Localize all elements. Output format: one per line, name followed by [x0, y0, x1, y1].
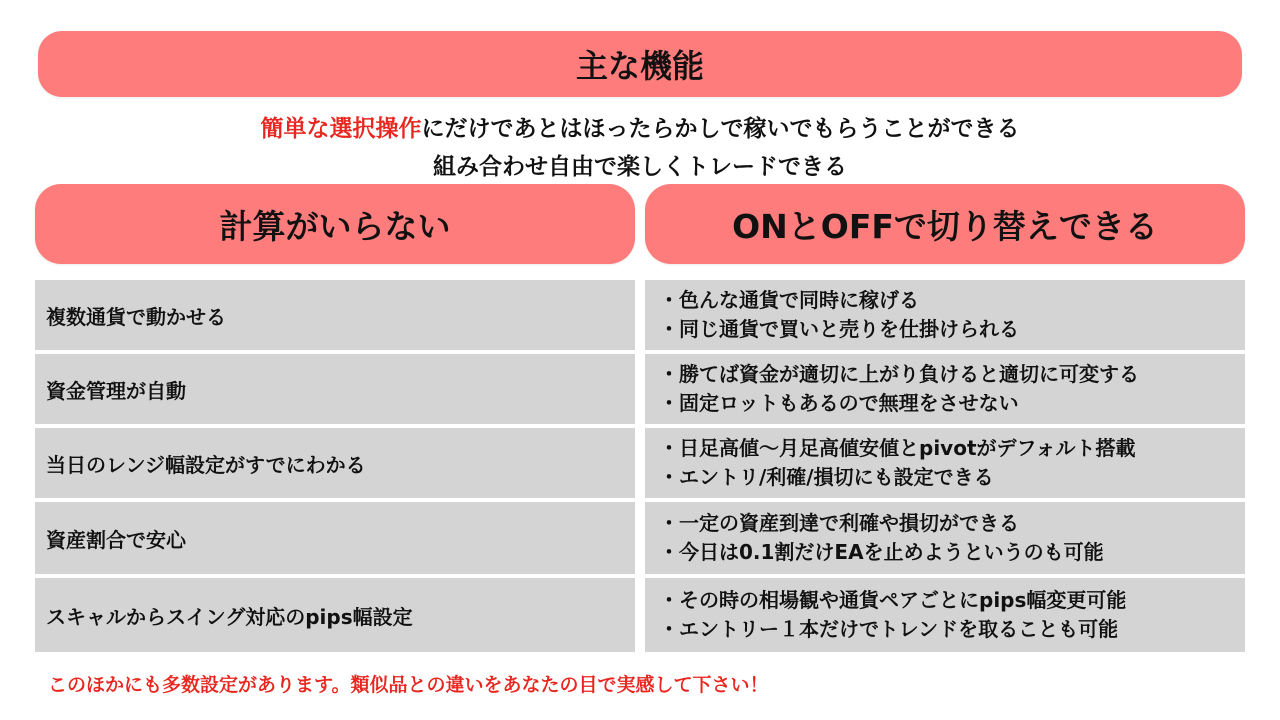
detail-line: ・色んな通貨で同時に稼げる [659, 288, 919, 312]
detail-cell [645, 428, 1245, 498]
detail-line: ・今日は0.1割だけEAを止めようというのも可能 [659, 540, 1104, 564]
detail-cell [645, 280, 1245, 350]
feature-cell: スキャルからスイング対応のpips幅設定 [35, 578, 635, 652]
column-header-left [35, 184, 635, 264]
feature-cell: 複数通貨で動かせる [35, 280, 635, 350]
column-header-left-label: 計算がいらない [219, 206, 451, 246]
detail-line: ・その時の相場観や通貨ペアごとにpips幅変更可能 [659, 588, 1127, 612]
detail-line: ・同じ通貨で買いと売りを仕掛けられる [659, 317, 1019, 341]
detail-cell [645, 354, 1245, 424]
feature-cell: 資産割合で安心 [35, 502, 635, 574]
intro-line-1 [0, 110, 1280, 143]
detail-line: ・固定ロットもあるので無理をさせない [659, 391, 1019, 415]
detail-line: ・一定の資産到達で利確や損切ができる [659, 511, 1019, 535]
detail-line: ・エントリー１本だけでトレンドを取ることも可能 [659, 617, 1119, 641]
feature-cell: 資金管理が自動 [35, 354, 635, 424]
detail-line: ・エントリ/利確/損切にも設定できる [659, 465, 994, 489]
page-title: 主な機能 [575, 47, 704, 85]
intro-highlight: 簡単な選択操作 [260, 116, 422, 142]
intro-line-2: 組み合わせ自由で楽しくトレードできる [433, 154, 847, 180]
detail-line: ・日足高値～月足高値安値とpivotがデフォルト搭載 [659, 436, 1136, 460]
title-banner [38, 31, 1242, 97]
detail-cell [645, 578, 1245, 652]
column-header-right-label: ONとOFFで切り替えできる [732, 206, 1158, 246]
column-header-right [645, 184, 1245, 264]
footer-note: このほかにも多数設定があります。類似品との違いをあなたの目で実感して下さい！ [48, 674, 769, 696]
detail-cell [645, 502, 1245, 574]
detail-line: ・勝てば資金が適切に上がり負けると適切に可変する [659, 362, 1139, 386]
feature-cell: 当日のレンジ幅設定がすでにわかる [35, 428, 635, 498]
intro-line-1-rest: にだけであとはほったらかしで稼いでもらうことができる [421, 116, 1020, 142]
